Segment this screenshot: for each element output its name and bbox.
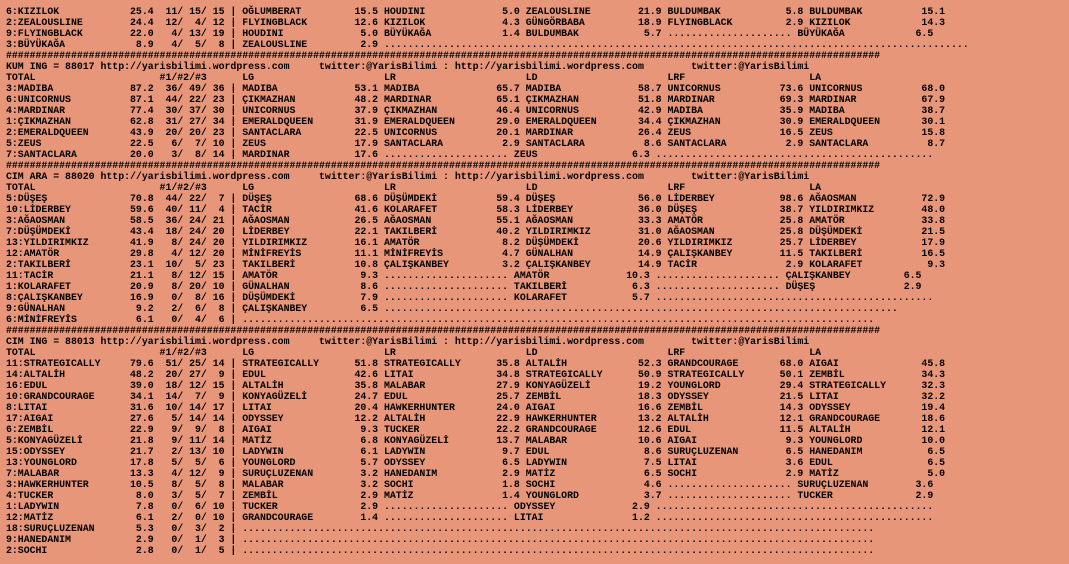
separator-line: #################################################################################################################################################### (6, 325, 881, 336)
stats-row: 10:GRANDCOURAGE 34.1 14/ 7/ 9 | KONYAGÜZELİ 24.7 EDUL 25.7 ZEMBİL 18.3 ODYSSEY 21.5 LITAI 32.2 (6, 391, 946, 402)
stats-row: 12:MATİZ 6.1 2/ 0/ 10 | GRANDCOURAGE 1.4 ..................... LITAI 1.2 ............................................... (6, 512, 934, 523)
stats-row: 18:SURUÇLUZENAN 5.3 0/ 3/ 2 | ........................................................................................................... (6, 523, 875, 534)
stats-row: 15:ODYSSEY 21.7 2/ 13/ 10 | LADYWIN 6.1 LADYWIN 9.7 EDUL 8.6 SURUÇLUZENAN 6.5 HANEDANIM 6.5 (6, 446, 946, 457)
stats-row: 2:ZEALOUSLINE 24.4 12/ 4/ 12 | FLYINGBLACK 12.6 KIZILOK 4.3 GÜNGÖRBABA 18.9 FLYINGBLACK 2.9 KIZILOK 14.3 (6, 17, 946, 28)
stats-row: 7:DÜŞÜMDEKİ 43.4 18/ 24/ 20 | LİDERBEY 22.1 TAKILBERİ 40.2 YILDIRIMKIZ 31.0 AĞAOSMAN 25.8 DÜŞÜMDEKİ 21.5 (6, 226, 946, 237)
stats-row: 2:EMERALDQUEEN 43.9 20/ 20/ 23 | SANTACLARA 22.5 UNICORNUS 20.1 MARDINAR 26.4 ZEUS 16.5 ZEUS 15.8 (6, 127, 946, 138)
stats-row: 3:HAWKERHUNTER 10.5 8/ 5/ 8 | MALABAR 3.2 SOCHI 1.8 SOCHI 4.6 ..................... SURUÇLUZENAN 3.6 (6, 479, 934, 490)
stats-row: 10:LİDERBEY 59.6 40/ 11/ 4 | TACİR 41.6 KOLARAFET 58.3 LİDERBEY 36.0 DÜŞEŞ 38.7 YILDIRIMKIZ 48.0 (6, 204, 946, 215)
stats-row: 7:SANTACLARA 20.0 3/ 8/ 14 | MARDINAR 17.6 ..................... ZEUS 6.3 ............................................... (6, 149, 934, 160)
stats-row: 2:TAKILBERİ 23.1 10/ 5/ 23 | TAKILBERİ 10.8 ÇALIŞKANBEY 3.2 ÇALIŞKANBEY 14.9 TACİR 2.9 KOLARAFET 9.3 (6, 259, 946, 270)
stats-row: 6:MİNİFREYİS 6.1 0/ 4/ 6 | ........................................................................................................... (6, 314, 875, 325)
stats-row: 16:EDUL 39.0 18/ 12/ 15 | ALTALİH 35.8 MALABAR 27.9 KONYAGÜZELİ 19.2 YOUNGLORD 29.4 STRATEGICALLY 32.3 (6, 380, 946, 391)
race-header-line: KUM ING = 88017 http://yarisbilimi.wordpress.com twitter:@YarisBilimi : http://yarisbilimi.wordpress.com twitter:@YarisBilimi (6, 61, 810, 72)
stats-row: 6:KIZILOK 25.4 11/ 15/ 15 | OĞLUMBERAT 15.5 HOUDINI 5.0 ZEALOUSLINE 21.9 BULDUMBAK 5.8 BULDUMBAK 15.1 (6, 6, 946, 17)
column-header-line: TOTAL #1/#2/#3 LG LR LD LRF LA (6, 182, 822, 193)
stats-row: 8:LITAI 31.6 10/ 14/ 17 | LITAI 20.4 HAWKERHUNTER 24.0 AIGAI 16.6 ZEMBİL 14.3 ODYSSEY 19.4 (6, 402, 946, 413)
stats-row: 3:BÜYÜKAĞA 8.9 4/ 5/ 8 | ZEALOUSLINE 2.9 ................................................................................................... (6, 39, 969, 50)
race-header-line: CIM ARA = 88020 http://yarisbilimi.wordpress.com twitter:@YarisBilimi : http://yarisbilimi.wordpress.com twitter:@YarisBilimi (6, 171, 810, 182)
stats-row: 1:ÇIKMAZHAN 62.8 31/ 27/ 34 | EMERALDQUEEN 31.9 EMERALDQUEEN 29.0 EMERALDQUEEN 34.4 ÇIKMAZHAN 30.9 EMERALDQUEEN 30.1 (6, 116, 946, 127)
stats-row: 1:LADYWIN 7.8 0/ 6/ 10 | TUCKER 2.9 ..................... ODYSSEY 2.9 ............................................... (6, 501, 934, 512)
stats-row: 9:GÜNALHAN 9.2 2/ 6/ 8 | ÇALIŞKANBEY 6.5 ....................................................................................... (6, 303, 898, 314)
stats-row: 11:TACİR 21.1 8/ 12/ 15 | AMATÖR 9.3 ..................... AMATÖR 10.3 ..................... ÇALIŞKANBEY 6.5 (6, 270, 922, 281)
race-header-line: CIM ING = 88013 http://yarisbilimi.wordpress.com twitter:@YarisBilimi : http://yarisbilimi.wordpress.com twitter:@YarisBilimi (6, 336, 810, 347)
separator-line: #################################################################################################################################################### (6, 50, 881, 61)
column-header-line: TOTAL #1/#2/#3 LG LR LD LRF LA (6, 72, 822, 83)
stats-row: 3:MADIBA 87.2 36/ 49/ 36 | MADIBA 53.1 MADIBA 65.7 MADIBA 58.7 UNICORNUS 73.6 UNICORNUS 68.0 (6, 83, 946, 94)
stats-row: 8:ÇALIŞKANBEY 16.9 0/ 8/ 16 | DÜŞÜMDEKİ 7.9 ..................... KOLARAFET 5.7 ............................................... (6, 292, 934, 303)
column-header-line: TOTAL #1/#2/#3 LG LR LD LRF LA (6, 347, 822, 358)
stats-row: 13:YOUNGLORD 17.8 5/ 5/ 6 | YOUNGLORD 5.7 ODYSSEY 6.5 LADYWIN 7.5 LITAI 3.6 EDUL 6.5 (6, 457, 946, 468)
stats-row: 6:UNICORNUS 87.1 44/ 22/ 23 | ÇIKMAZHAN 48.2 MARDINAR 65.1 ÇIKMAZHAN 51.8 MARDINAR 69.3 MARDINAR 67.9 (6, 94, 946, 105)
stats-row: 13:YILDIRIMKIZ 41.9 8/ 24/ 20 | YILDIRIMKIZ 16.1 AMATÖR 8.2 DÜŞÜMDEKİ 20.6 YILDIRIMKIZ 25.7 LİDERBEY 17.9 (6, 237, 946, 248)
stats-row: 12:AMATÖR 29.8 4/ 12/ 20 | MİNİFREYİS 11.1 MİNİFREYİS 4.7 GÜNALHAN 14.9 ÇALIŞKANBEY 11.5 TAKILBERİ 16.5 (6, 248, 946, 259)
stats-row: 4:TUCKER 8.0 3/ 5/ 7 | ZEMBİL 2.9 MATİZ 1.4 YOUNGLORD 3.7 ..................... TUCKER 2.9 (6, 490, 934, 501)
stats-row: 5:KONYAGÜZELİ 21.8 9/ 11/ 14 | MATİZ 6.8 KONYAGÜZELİ 13.7 MALABAR 10.6 AIGAI 9.3 YOUNGLORD 10.0 (6, 435, 946, 446)
stats-row: 17:AIGAI 27.6 5/ 14/ 14 | ODYSSEY 12.2 ALTALİH 22.9 HAWKERHUNTER 13.2 ALTALİH 12.1 GRANDCOURAGE 18.6 (6, 413, 946, 424)
stats-row: 4:MARDINAR 77.4 30/ 37/ 30 | UNICORNUS 37.9 ÇIKMAZHAN 46.4 UNICORNUS 42.9 MADIBA 35.9 MADIBA 38.7 (6, 105, 946, 116)
stats-row: 6:ZEMBİL 22.9 9/ 9/ 8 | AIGAI 9.3 TUCKER 22.2 GRANDCOURAGE 12.6 EDUL 11.5 ALTALİH 12.1 (6, 424, 946, 435)
stats-row: 9:FLYINGBLACK 22.0 4/ 13/ 19 | HOUDINI 5.0 BÜYÜKAĞA 1.4 BULDUMBAK 5.7 ..................... BÜYÜKAĞA 6.5 (6, 28, 934, 39)
stats-row: 1:KOLARAFET 20.9 8/ 20/ 10 | GÜNALHAN 8.6 ..................... TAKILBERİ 6.3 ..................... DÜŞEŞ 2.9 (6, 281, 922, 292)
stats-row: 14:ALTALİH 48.2 20/ 27/ 9 | EDUL 42.6 LITAI 34.8 STRATEGICALLY 50.9 STRATEGICALLY 50.1 ZEMBİL 34.3 (6, 369, 946, 380)
stats-row: 9:HANEDANIM 2.9 0/ 1/ 3 | ........................................................................................................... (6, 534, 875, 545)
stats-row: 3:AĞAOSMAN 58.5 36/ 24/ 21 | AĞAOSMAN 26.5 AĞAOSMAN 55.1 AĞAOSMAN 33.3 AMATÖR 25.8 AMATÖR 33.8 (6, 215, 946, 226)
stats-row: 2:SOCHI 2.8 0/ 1/ 5 | ........................................................................................................... (6, 545, 875, 556)
separator-line: #################################################################################################################################################### (6, 160, 881, 171)
stats-row: 5:DÜŞEŞ 70.8 44/ 22/ 7 | DÜŞEŞ 68.6 DÜŞÜMDEKİ 59.4 DÜŞEŞ 56.0 LİDERBEY 98.6 AĞAOSMAN 72.9 (6, 193, 946, 204)
stats-row: 5:ZEUS 22.5 6/ 7/ 10 | ZEUS 17.9 SANTACLARA 2.9 SANTACLARA 8.6 SANTACLARA 2.9 SANTACLARA 8.7 (6, 138, 946, 149)
stats-row: 11:STRATEGICALLY 79.6 51/ 25/ 14 | STRATEGICALLY 51.8 STRATEGICALLY 35.8 ALTALİH 52.3 GRANDCOURAGE 68.0 AIGAI 45.8 (6, 358, 946, 369)
stats-row: 7:MALABAR 13.3 4/ 12/ 9 | SURUÇLUZENAN 3.2 HANEDANIM 2.9 MATİZ 6.5 SOCHI 2.9 MATİZ 5.0 (6, 468, 946, 479)
